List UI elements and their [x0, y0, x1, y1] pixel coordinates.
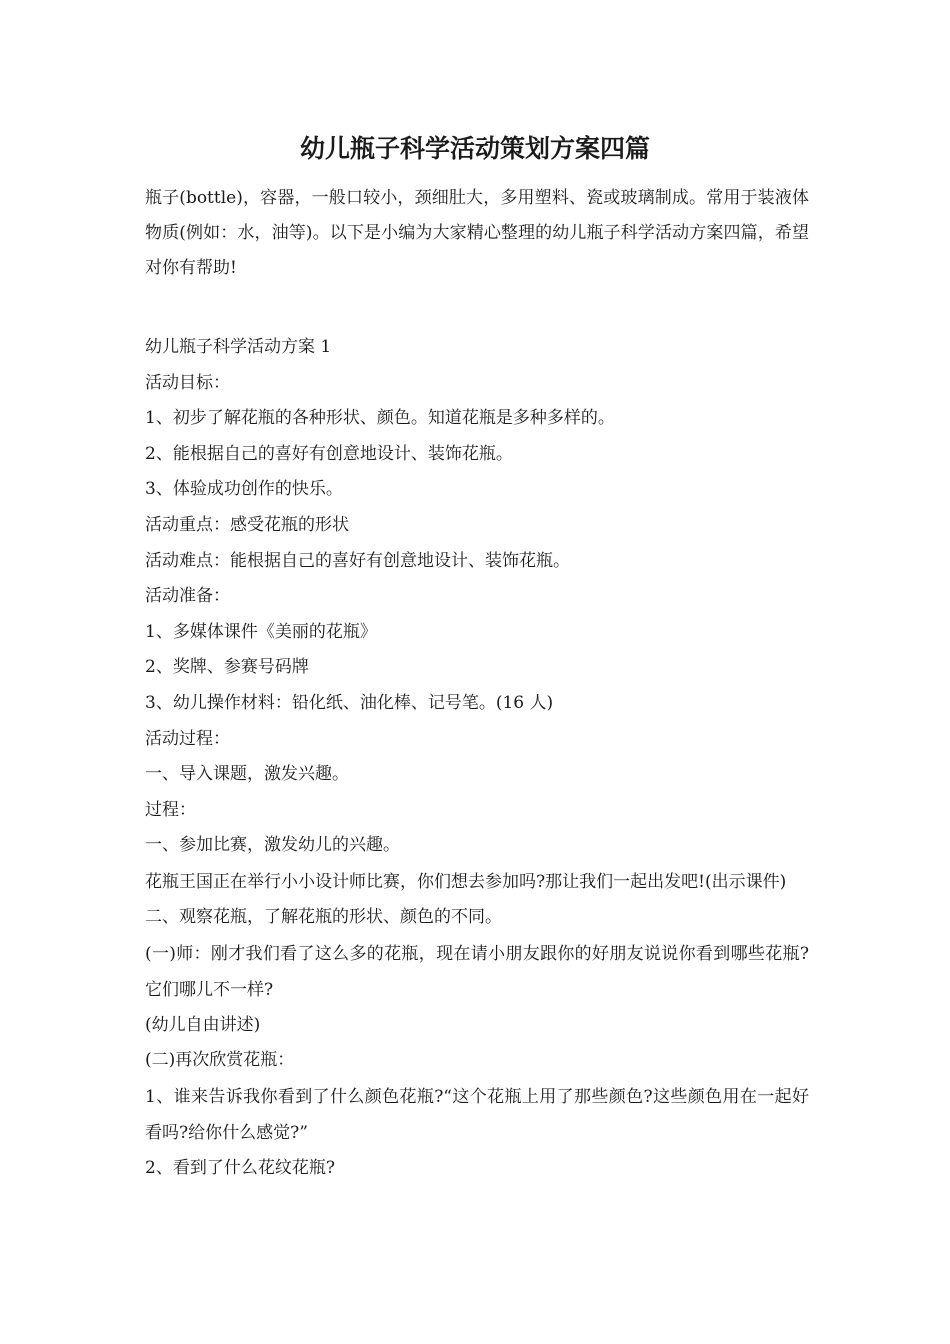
key-point: 活动重点：感受花瓶的形状 — [145, 514, 349, 535]
goal-item: 1、初步了解花瓶的各种形状、颜色。知道花瓶是多种多样的。 — [145, 408, 615, 429]
sub-step-label: (二)再次欣赏花瓶： — [145, 1050, 295, 1071]
prep-item: 2、奖牌、参赛号码牌 — [145, 657, 309, 678]
prep-label: 活动准备： — [145, 586, 230, 607]
process-label-2: 过程： — [145, 799, 196, 820]
question-item: 2、看到了什么花纹花瓶? — [145, 1157, 335, 1178]
goals-label: 活动目标： — [145, 372, 230, 393]
intro-paragraph: 瓶子(bottle)，容器，一般口较小，颈细肚大，多用塑料、瓷或玻璃制成。常用于装液体物质(例如：水，油等)。以下是小编为大家精心整理的幼儿瓶子科学活动方案四篇，希望对你有帮助! — [145, 188, 809, 278]
process-label: 活动过程： — [145, 728, 230, 749]
document-title: 幼儿瓶子科学活动策划方案四篇 — [299, 134, 650, 163]
body-paragraph: 1、谁来告诉我你看到了什么颜色花瓶?“这个花瓶上用了那些颜色?这些颜色用在一起好看吗?给你什么感觉?” — [145, 1086, 809, 1143]
section-1 — [145, 330, 809, 1186]
free-talk-note: (幼儿自由讲述) — [145, 1014, 261, 1035]
body-paragraph: 花瓶王国正在举行小小设计师比赛，你们想去参加吗?那让我们一起出发吧!(出示课件) — [145, 871, 787, 892]
body-paragraph: (一)师：刚才我们看了这么多的花瓶，现在请小朋友跟你的好朋友说说你看到哪些花瓶?它们哪儿不一样? — [145, 943, 809, 1000]
goal-item: 3、体验成功创作的快乐。 — [145, 479, 343, 500]
goal-item: 2、能根据自己的喜好有创意地设计、装饰花瓶。 — [145, 443, 513, 464]
process-step: 一、参加比赛，激发幼儿的兴趣。 — [145, 835, 400, 856]
section-heading: 幼儿瓶子科学活动方案 1 — [145, 337, 332, 357]
prep-item: 3、幼儿操作材料：铅化纸、油化棒、记号笔。(16 人) — [145, 692, 554, 713]
prep-item: 1、多媒体课件《美丽的花瓶》 — [145, 621, 377, 642]
process-step: 二、观察花瓶，了解花瓶的形状、颜色的不同。 — [145, 906, 502, 927]
difficulty-point: 活动难点：能根据自己的喜好有创意地设计、装饰花瓶。 — [145, 550, 570, 571]
process-step: 一、导入课题，激发兴趣。 — [145, 764, 349, 785]
